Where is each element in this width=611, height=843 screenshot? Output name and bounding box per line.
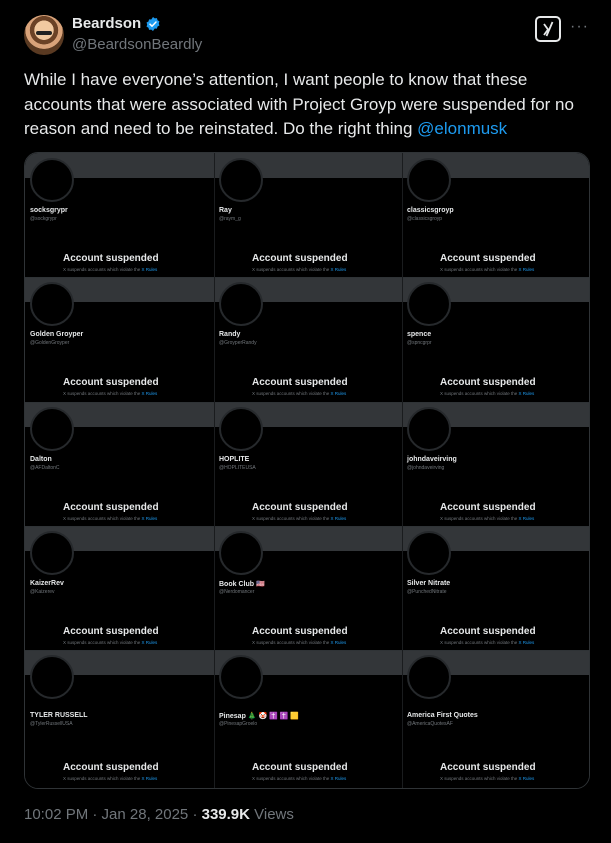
account-card	[214, 526, 402, 650]
account-name: socksgrypr	[30, 207, 68, 214]
media-image[interactable]	[24, 152, 590, 789]
suspended-desc-text: X suspends accounts which violate the	[252, 267, 331, 272]
more-icon[interactable]: ···	[570, 18, 589, 35]
profile-avatar	[30, 655, 74, 699]
grok-icon	[537, 18, 559, 40]
suspended-desc-text: X suspends accounts which violate the	[63, 516, 142, 521]
tweet-body: While I have everyone’s attention, I want people to know that these accounts that were associated with Project Groyp were suspended for no reason and need to be reinstated. Do the right thing	[24, 70, 574, 138]
account-name: Randy	[219, 331, 241, 338]
profile-avatar	[219, 282, 263, 326]
x-rules-link: X Rules	[141, 640, 158, 645]
verified-badge-icon[interactable]	[145, 16, 161, 32]
profile-avatar	[407, 282, 451, 326]
tweet-meta	[24, 806, 294, 823]
suspended-title: Account suspended	[440, 502, 536, 513]
account-name: TYLER RUSSELL	[30, 712, 88, 719]
author-name[interactable]: Beardson	[72, 15, 142, 32]
suspended-desc-text: X suspends accounts which violate the	[252, 640, 331, 645]
profile-avatar	[30, 158, 74, 202]
suspended-desc	[63, 267, 157, 272]
suspended-title: Account suspended	[63, 377, 159, 388]
x-rules-link: X Rules	[141, 391, 158, 396]
avatar[interactable]	[24, 15, 64, 55]
suspended-desc	[440, 776, 534, 781]
account-card	[214, 650, 402, 789]
suspended-desc-text: X suspends accounts which violate the	[63, 640, 142, 645]
suspended-desc-text: X suspends accounts which violate the	[252, 776, 331, 781]
suspended-desc-text: X suspends accounts which violate the	[440, 640, 519, 645]
x-rules-link: X Rules	[330, 267, 347, 272]
suspended-title: Account suspended	[63, 502, 159, 513]
suspended-title: Account suspended	[252, 762, 348, 773]
account-card	[214, 277, 402, 402]
account-handle: @raym_g	[219, 216, 241, 222]
profile-avatar	[30, 531, 74, 575]
account-handle: @Nerdomancer	[219, 589, 255, 595]
x-rules-link: X Rules	[518, 267, 535, 272]
suspended-desc	[440, 267, 534, 272]
account-handle: @Kaizerev	[30, 589, 55, 595]
suspended-desc	[252, 776, 346, 781]
account-handle: @johndaveirving	[407, 465, 445, 471]
x-rules-link: X Rules	[518, 391, 535, 396]
suspended-desc-text: X suspends accounts which violate the	[252, 391, 331, 396]
account-name: Ray	[219, 207, 232, 214]
suspended-desc-text: X suspends accounts which violate the	[440, 267, 519, 272]
x-rules-link: X Rules	[141, 516, 158, 521]
account-card	[25, 153, 214, 277]
x-rules-link: X Rules	[518, 640, 535, 645]
account-handle: @AmericaQuotesAF	[407, 721, 453, 727]
profile-avatar	[407, 655, 451, 699]
author-handle[interactable]: @BeardsonBeardly	[72, 36, 203, 53]
account-card	[25, 526, 214, 650]
column-divider	[402, 153, 403, 789]
view-count: 339.9K	[201, 806, 250, 823]
suspended-desc-text: X suspends accounts which violate the	[63, 776, 142, 781]
account-card	[402, 526, 590, 650]
profile-avatar	[30, 282, 74, 326]
account-handle: @PunchedNitrate	[407, 589, 447, 595]
mention-link[interactable]: @elonmusk	[417, 119, 508, 138]
x-rules-link: X Rules	[330, 391, 347, 396]
suspended-title: Account suspended	[440, 626, 536, 637]
suspended-desc-text: X suspends accounts which violate the	[252, 516, 331, 521]
account-name: spence	[407, 331, 432, 338]
suspended-title: Account suspended	[252, 253, 348, 264]
account-name: johndaveirving	[407, 456, 457, 463]
tweet-text	[24, 68, 594, 142]
account-card	[25, 650, 214, 789]
suspended-desc	[252, 391, 346, 396]
account-card	[214, 402, 402, 526]
account-name: America First Quotes	[407, 712, 478, 719]
account-handle: @AFDaltonC	[30, 465, 60, 471]
profile-avatar	[30, 407, 74, 451]
x-rules-link: X Rules	[330, 516, 347, 521]
account-handle: @HOPLITEUSA	[219, 465, 256, 471]
suspended-desc-text: X suspends accounts which violate the	[63, 391, 142, 396]
x-rules-link: X Rules	[518, 776, 535, 781]
account-card	[25, 402, 214, 526]
suspended-title: Account suspended	[440, 253, 536, 264]
row-divider	[25, 650, 590, 651]
suspended-title: Account suspended	[252, 502, 348, 513]
row-divider	[25, 277, 590, 278]
suspended-title: Account suspended	[63, 626, 159, 637]
x-rules-link: X Rules	[330, 640, 347, 645]
account-name: Dalton	[30, 456, 52, 463]
account-name: HOPLITE	[219, 456, 250, 463]
suspended-desc-text: X suspends accounts which violate the	[440, 516, 519, 521]
account-name: Book Club 🇺🇸	[219, 581, 265, 588]
account-card	[402, 153, 590, 277]
account-card	[402, 650, 590, 789]
account-name: Silver Nitrate	[407, 580, 451, 587]
grok-button[interactable]	[535, 16, 561, 42]
suspended-desc	[252, 640, 346, 645]
account-name: KaizerRev	[30, 580, 64, 587]
profile-avatar	[407, 531, 451, 575]
x-rules-link: X Rules	[330, 776, 347, 781]
suspended-desc	[63, 640, 157, 645]
suspended-title: Account suspended	[63, 762, 159, 773]
account-name: Golden Groyper	[30, 331, 84, 338]
suspended-desc	[440, 391, 534, 396]
account-handle: @classicsgroyp	[407, 216, 443, 222]
suspended-title: Account suspended	[252, 377, 348, 388]
account-handle: @TylerRussellUSA	[30, 721, 73, 727]
account-name: classicsgroyp	[407, 207, 454, 214]
row-divider	[25, 402, 590, 403]
suspended-desc-text: X suspends accounts which violate the	[440, 776, 519, 781]
profile-avatar	[219, 655, 263, 699]
account-handle: @spncgrpr	[407, 340, 432, 346]
suspended-desc	[440, 516, 534, 521]
account-card	[402, 402, 590, 526]
x-rules-link: X Rules	[141, 776, 158, 781]
profile-avatar	[407, 407, 451, 451]
account-card	[25, 277, 214, 402]
suspended-desc	[63, 516, 157, 521]
account-handle: @sockgrypr	[30, 216, 57, 222]
account-handle: @GroyperRandy	[219, 340, 257, 346]
suspended-desc	[63, 391, 157, 396]
profile-avatar	[219, 531, 263, 575]
suspended-desc	[252, 516, 346, 521]
suspended-title: Account suspended	[252, 626, 348, 637]
suspended-title: Account suspended	[63, 253, 159, 264]
views-label: Views	[249, 806, 294, 823]
suspended-title: Account suspended	[440, 762, 536, 773]
profile-avatar	[219, 158, 263, 202]
suspended-desc	[440, 640, 534, 645]
account-card	[214, 153, 402, 277]
account-name: Pinesap 🎄 🤡 ✝️ ✝️ 🟨	[219, 713, 300, 720]
x-rules-link: X Rules	[141, 267, 158, 272]
column-divider	[214, 153, 215, 789]
profile-avatar	[407, 158, 451, 202]
profile-avatar	[219, 407, 263, 451]
suspended-title: Account suspended	[440, 377, 536, 388]
account-card	[402, 277, 590, 402]
account-handle: @PinesapGroelo	[219, 721, 258, 727]
suspended-desc-text: X suspends accounts which violate the	[440, 391, 519, 396]
account-handle: @GoldenGroyper	[30, 340, 70, 346]
timestamp[interactable]: 10:02 PM · Jan 28, 2025 ·	[24, 806, 202, 823]
suspended-desc	[252, 267, 346, 272]
x-rules-link: X Rules	[518, 516, 535, 521]
row-divider	[25, 526, 590, 527]
suspended-desc-text: X suspends accounts which violate the	[63, 267, 142, 272]
suspended-desc	[63, 776, 157, 781]
